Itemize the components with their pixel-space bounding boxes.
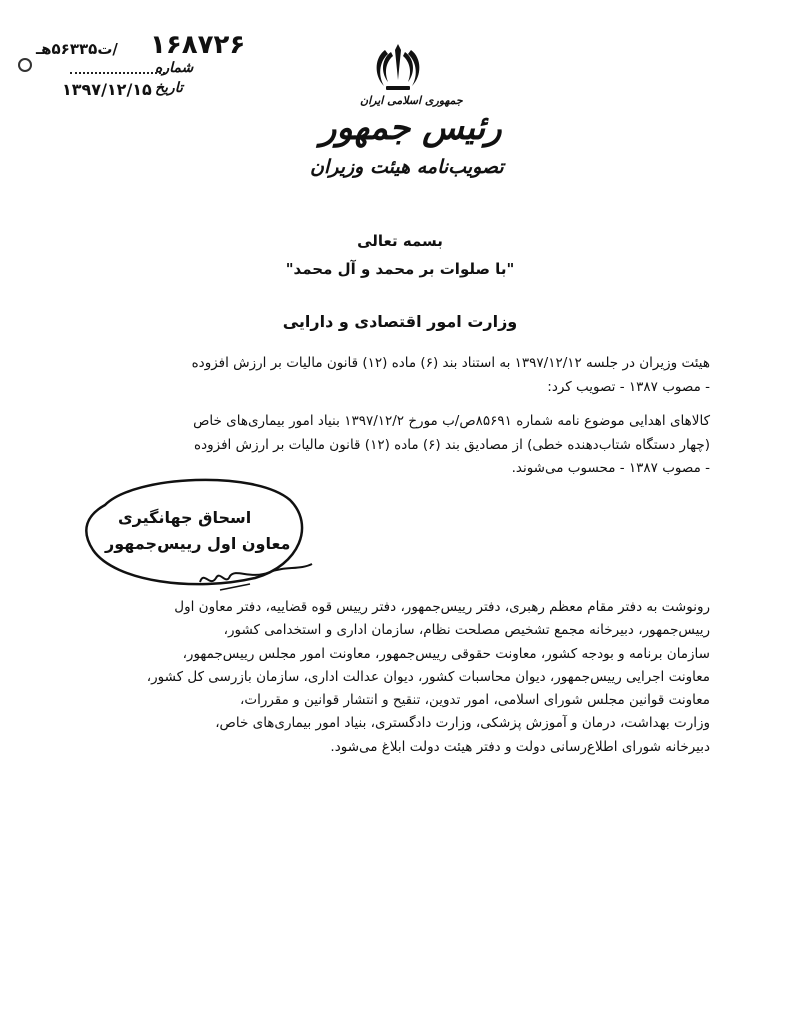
text-line: رییس‌جمهور، دبیرخانه مجمع تشخیص مصلحت نظام، سازمان اداری و استخدامی کشور، xyxy=(223,622,710,639)
text-line: - مصوب ۱۳۸۷ - تصویب کرد: xyxy=(547,378,710,395)
text-line: وزارت بهداشت، درمان و آموزش پزشکی، وزارت دادگستری، بنیاد امور بیماری‌های خاص، xyxy=(215,715,710,732)
addressee-heading: وزارت امور اقتصادی و دارایی xyxy=(282,312,518,331)
president-label: رئیس جمهور xyxy=(320,108,502,148)
text-line: سازمان برنامه و بودجه کشور، معاونت حقوقی رییس‌جمهور، معاونت امور مجلس رییس‌جمهور، xyxy=(182,645,710,662)
reference-date: ۱۳۹۷/۱۲/۱۵ xyxy=(62,80,152,99)
circle-mark-icon xyxy=(18,58,32,72)
text-line: - مصوب ۱۳۸۷ - محسوب می‌شوند. xyxy=(511,460,710,476)
republic-label: جمهوری اسلامی ایران xyxy=(360,94,463,107)
iran-emblem-icon xyxy=(370,40,426,96)
reference-code: /ت۵۶۳۳۵هـ xyxy=(36,40,118,58)
text-line: معاونت اجرایی رییس‌جمهور، دیوان محاسبات کشور، دیوان عدالت اداری، سازمان بازرسی کل کشور، xyxy=(146,668,710,685)
signature-scribble xyxy=(190,560,320,600)
text-line: هیئت وزیران در جلسه ۱۳۹۷/۱۲/۱۲ به استناد بند (۶) ماده (۱۲) قانون مالیات بر ارزش افزوده xyxy=(191,355,710,371)
cc-paragraph xyxy=(80,596,710,759)
text-line: کالاهای اهدایی موضوع نامه شماره ۸۵۶۹۱ص/ب مورخ ۱۳۹۷/۱۲/۲ بنیاد امور بیماری‌های خاص xyxy=(193,413,710,429)
signatory-name: اسحاق جهانگیری xyxy=(118,508,252,527)
basmala-heading: بسمه تعالی xyxy=(357,232,443,250)
dotted-line xyxy=(70,62,165,74)
date-label: تاریخ xyxy=(155,80,183,96)
resolution-label: تصویب‌نامه هیئت وزیران xyxy=(310,156,504,178)
text-line: رونوشت به دفتر مقام معظم رهبری، دفتر رییس‌جمهور، دفتر رییس قوه قضاییه، دفتر معاون اول xyxy=(174,599,710,615)
reference-block xyxy=(30,30,290,110)
body-paragraph-1 xyxy=(80,352,710,399)
text-line: معاونت قوانین مجلس شورای اسلامی، امور تدوین، تنقیح و انتشار قوانین و مقررات، xyxy=(240,692,710,709)
letterhead xyxy=(300,94,520,194)
reference-number: ۱۶۸۷۲۶ xyxy=(150,30,246,60)
salawat-heading: "با صلوات بر محمد و آل محمد" xyxy=(285,260,515,278)
number-label: شماره xyxy=(155,60,194,76)
text-line: دبیرخانه شورای اطلاع‌رسانی دولت و دفتر هیئت دولت ابلاغ می‌شود. xyxy=(330,738,710,755)
text-line: (چهار دستگاه شتاب‌دهنده خطی) از مصادیق بند (۶) ماده (۱۲) قانون مالیات بر ارزش افزوده xyxy=(194,436,710,453)
signatory-title: معاون اول رییس‌جمهور xyxy=(105,534,291,553)
